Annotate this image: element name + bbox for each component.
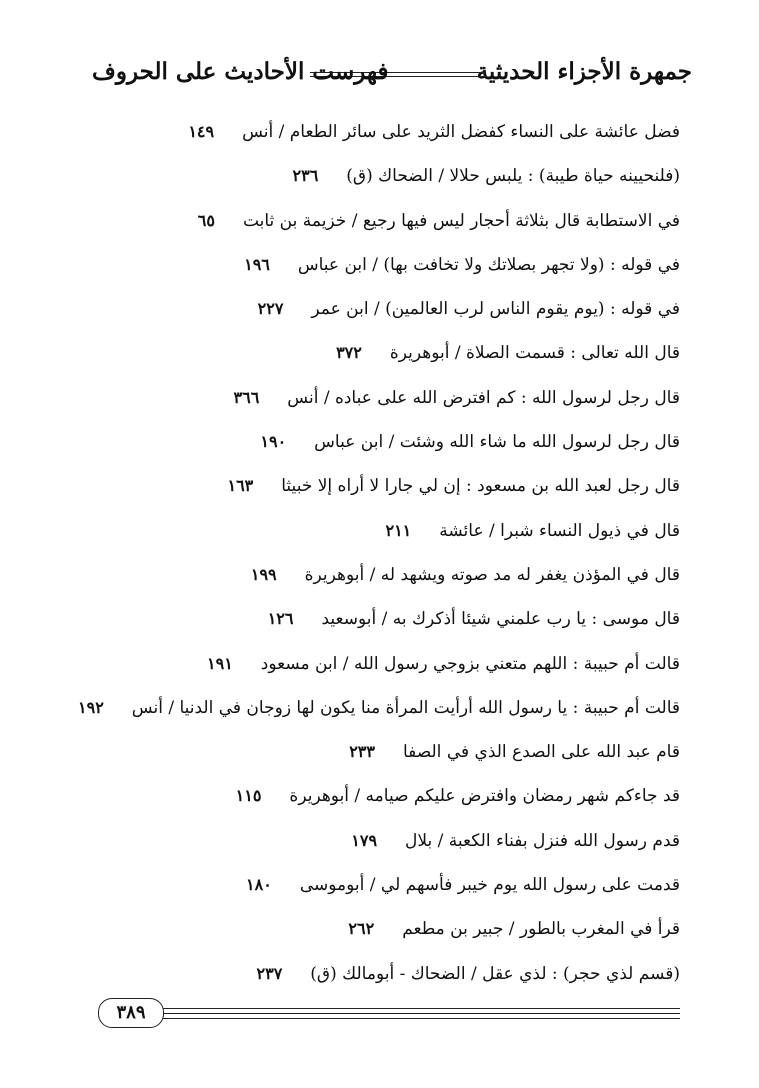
index-entry	[60, 907, 680, 951]
index-entry	[60, 597, 680, 641]
entry-page-number: ١٩٩	[250, 564, 277, 584]
entry-text: قام عبد الله على الصدع الذي في الصفا	[402, 742, 680, 763]
entry-text: فضل عائشة على النساء كفضل الثريد على سائر الطعام / أنس	[242, 122, 680, 142]
entry-page-number: ٢٢٧	[257, 299, 284, 319]
entry-page-number: ١٩٠	[260, 432, 287, 452]
entry-page-number: ٦٥	[197, 210, 215, 230]
index-entry	[60, 331, 680, 375]
entry-text: قال الله تعالى : قسمت الصلاة / أبوهريرة	[389, 343, 680, 364]
index-entry	[60, 863, 680, 907]
entry-text: قال رجل لرسول الله ما شاء الله وشئت / ابن عباس	[314, 432, 680, 453]
entry-page-number: ١٦٣	[227, 476, 254, 496]
entry-page-number: ٢٣٣	[349, 742, 375, 762]
page-header	[92, 52, 692, 96]
footer-rule	[160, 1018, 680, 1019]
entry-page-number: ٢٣٧	[256, 963, 283, 983]
entry-text: قال في ذيول النساء شبرا / عائشة	[439, 520, 680, 541]
entry-page-number: ١٩٦	[244, 254, 270, 274]
index-entry	[60, 686, 680, 730]
index-entry	[60, 642, 680, 686]
entry-text: قال رجل لرسول الله : كم افترض الله على عباده / أنس	[287, 387, 680, 408]
entry-text: قرأ في المغرب بالطور / جبير بن مطعم	[402, 919, 680, 940]
index-title: فهرست الأحاديث على الحروف	[92, 58, 389, 85]
entry-text: قد جاءكم شهر رمضان وافترض عليكم صيامه / أبوهريرة	[289, 786, 680, 807]
entry-text: قالت أم حبيبة : يا رسول الله أرأيت المرأة منا يكون لها زوجان في الدنيا / أنس	[131, 697, 680, 718]
entry-text: قال في المؤذن يغفر له مد صوته ويشهد له / أبوهريرة	[304, 564, 680, 585]
entry-text: قدم رسول الله فنزل بفناء الكعبة / بلال	[405, 830, 680, 851]
footer-rule	[160, 1008, 680, 1009]
entry-text: قال موسى : يا رب علمني شيئا أذكرك به / أبوسعيد	[321, 609, 680, 630]
entry-page-number: ١٩١	[207, 653, 233, 673]
index-entry	[60, 243, 680, 287]
entry-page-number: ١٢٦	[267, 609, 294, 629]
entry-text: (قسم لذي حجر) : لذي عقل / الضحاك - أبومالك (ق)	[310, 963, 680, 984]
index-entry	[60, 464, 680, 508]
hadith-index-list	[60, 110, 680, 996]
entry-text: قالت أم حبيبة : اللهم متعني بزوجي رسول الله / ابن مسعود	[260, 653, 680, 674]
entry-page-number: ١٩٢	[78, 697, 104, 717]
index-entry	[60, 420, 680, 464]
index-entry	[60, 819, 680, 863]
entry-text: في الاستطابة قال بثلاثة أحجار ليس فيها رجيع / خزيمة بن ثابت	[242, 210, 680, 231]
entry-text: قال رجل لعبد الله بن مسعود : إن لي جارا لا أراه إلا خبيثا	[281, 476, 680, 497]
index-entry	[60, 110, 680, 154]
index-entry	[60, 952, 680, 996]
entry-page-number: ٢٣٦	[292, 166, 319, 186]
entry-text: (فلنحيينه حياة طيبة) : يلبس حلالا / الضحاك (ق)	[346, 166, 680, 187]
entry-page-number: ٢١١	[385, 520, 412, 540]
index-entry	[60, 509, 680, 553]
entry-page-number: ٢٦٢	[348, 919, 375, 939]
index-entry	[60, 376, 680, 420]
index-entry	[60, 287, 680, 331]
entry-page-number: ٣٧٢	[336, 343, 362, 363]
book-title: جمهرة الأجزاء الحديثية	[476, 58, 692, 85]
index-entry	[60, 730, 680, 774]
footer-rule	[160, 1013, 680, 1014]
entry-text: في قوله : (ولا تجهر بصلاتك ولا تخافت بها) / ابن عباس	[297, 254, 680, 275]
entry-page-number: ٣٦٦	[233, 387, 260, 407]
page-number: ٣٨٩	[98, 998, 164, 1028]
entry-page-number: ١٧٩	[351, 830, 378, 850]
index-entry	[60, 774, 680, 818]
entry-page-number: ١٨٠	[246, 875, 272, 895]
entry-text: في قوله : (يوم يقوم الناس لرب العالمين) / ابن عمر	[311, 299, 680, 320]
entry-page-number: ١٤٩	[188, 122, 215, 141]
entry-page-number: ١١٥	[235, 786, 262, 806]
index-entry	[60, 553, 680, 597]
index-entry	[60, 199, 680, 243]
entry-text: قدمت على رسول الله يوم خيبر فأسهم لي / أبوموسى	[299, 875, 680, 896]
index-entry	[60, 154, 680, 198]
